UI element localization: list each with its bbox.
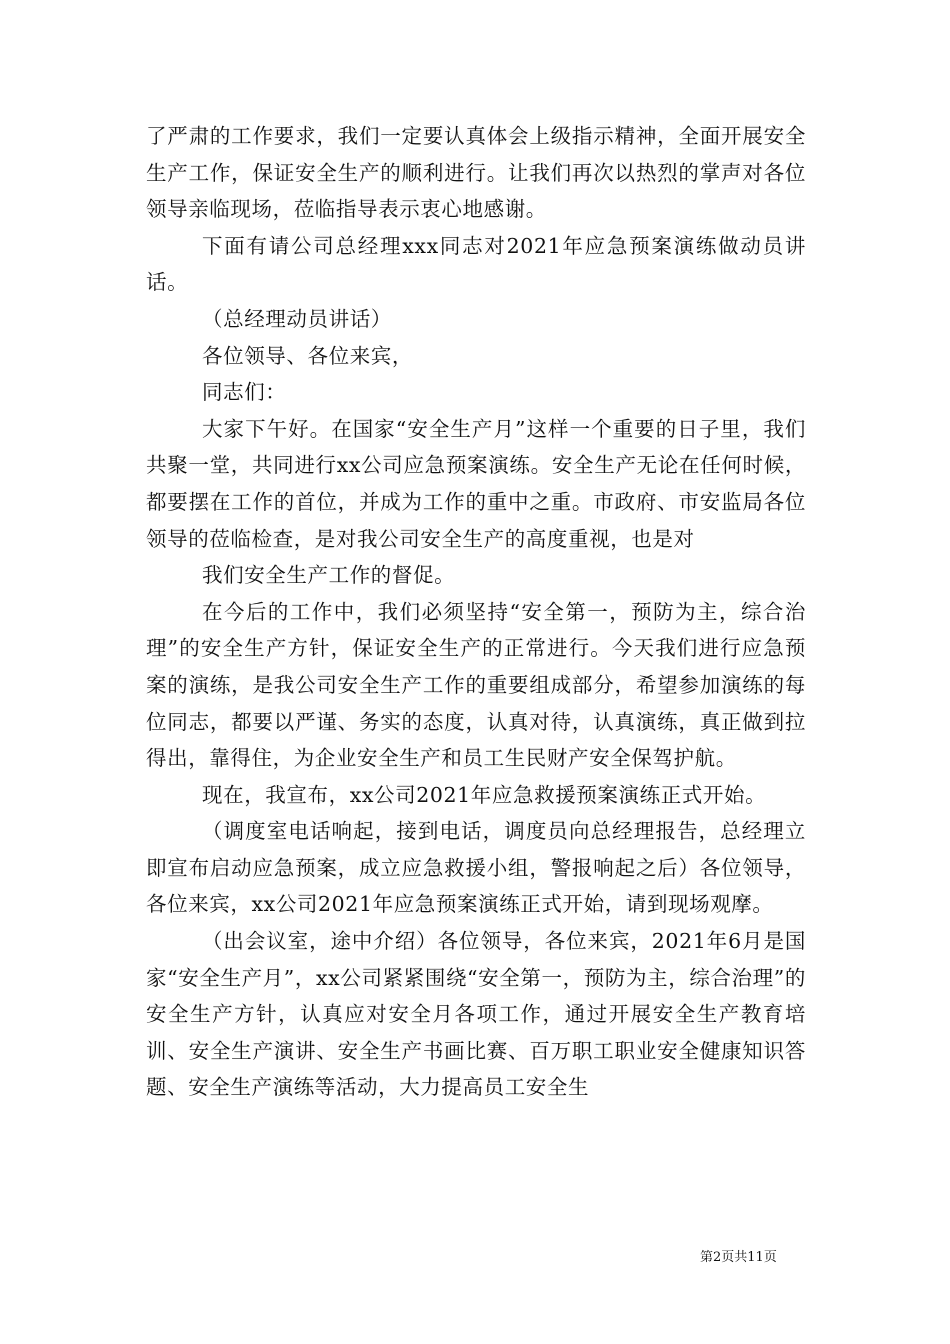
paragraph-3: （总经理动员讲话） <box>202 306 392 331</box>
document-body <box>146 118 806 1106</box>
page-number-footer: 第2页共11页 <box>700 1250 777 1265</box>
paragraph-8: 在今后的工作中，我们必须坚持“安全第一，预防为主，综合治理”的安全生产方针，保证安全生产的正常进行。今天我们进行应急预案的演练，是我公司安全生产工作的重要组成部分，希望参加演练的每位同志，都要以严谨、务实的态度，认真对待，认真演练，真正做到拉得出，靠得住，为企业安全生产和员工生民财产安全保驾护航。 <box>146 599 806 771</box>
paragraph-11: （出会议室，途中介绍）各位领导，各位来宾，2021年6月是国家“安全生产月”，xx公司紧紧围绕“安全第一，预防为主，综合治理”的安全生产方针，认真应对安全月各项工作，通过开展安全生产教育培训、安全生产演讲、安全生产书画比赛、百万职工职业安全健康知识答题、安全生产演练等活动，大力提高员工安全生 <box>146 929 806 1100</box>
paragraph-10: （调度室电话响起，接到电话，调度员向总经理报告，总经理立即宣布启动应急预案，成立应急救援小组，警报响起之后）各位领导，各位来宾，xx公司2021年应急预案演练正式开始，请到现场观摩。 <box>146 819 806 917</box>
paragraph-5: 同志们： <box>202 380 287 405</box>
paragraph-2: 下面有请公司总经理xxx同志对2021年应急预案演练做动员讲话。 <box>146 233 806 295</box>
paragraph-9: 现在，我宣布，xx公司2021年应急救援预案演练正式开始。 <box>202 782 767 807</box>
paragraph-4: 各位领导、各位来宾， <box>202 343 413 368</box>
paragraph-6: 大家下午好。在国家“安全生产月”这样一个重要的日子里，我们共聚一堂，共同进行xx公司应急预案演练。安全生产无论在任何时候，都要摆在工作的首位，并成为工作的重中之重。市政府、市安监局各位领导的莅临检查，是对我公司安全生产的高度重视，也是对 <box>146 416 806 551</box>
paragraph-1: 了严肃的工作要求，我们一定要认真体会上级指示精神，全面开展安全生产工作，保证安全生产的顺利进行。让我们再次以热烈的掌声对各位领导亲临现场，莅临指导表示衷心地感谢。 <box>146 124 806 222</box>
paragraph-7: 我们安全生产工作的督促。 <box>202 563 456 588</box>
